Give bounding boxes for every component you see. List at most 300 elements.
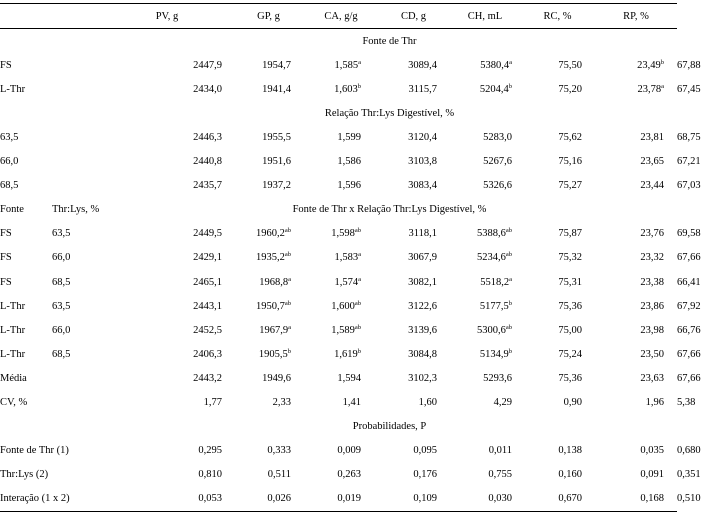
row-label: FS — [0, 228, 12, 240]
table-cell — [102, 463, 232, 487]
cell-value: 2440,8 — [193, 156, 223, 168]
cell-value: 0,510 — [677, 493, 701, 505]
row-sublabel: 66,0 — [52, 324, 71, 336]
table-cell — [450, 270, 520, 294]
row-label: L-Thr — [0, 300, 26, 312]
cell-value: 3083,4 — [408, 180, 438, 192]
cell-value: 1950,7 — [256, 300, 285, 312]
table-row — [0, 294, 677, 318]
cell-value: 23,78 — [637, 83, 662, 95]
table-row — [0, 77, 677, 101]
table-cell — [232, 222, 305, 246]
cell-value: 1,594 — [337, 372, 362, 384]
cell-value: 0,295 — [198, 445, 223, 457]
cell-value: 5380,4 — [480, 59, 510, 71]
cell-value: 0,019 — [337, 493, 362, 505]
table-row — [0, 150, 677, 174]
cell-value: 75,62 — [558, 132, 583, 144]
column-header-row — [0, 4, 677, 29]
section-row — [0, 415, 677, 439]
significance-letter: b — [508, 347, 513, 355]
cell-value: 0,263 — [337, 469, 362, 481]
header-rp: RP, % — [595, 4, 677, 29]
cell-value: 3118,1 — [408, 228, 438, 240]
significance-letter: ab — [354, 323, 362, 331]
cell-value: 67,21 — [677, 156, 701, 168]
table-cell — [520, 318, 595, 342]
table-cell — [102, 77, 232, 101]
cell-value: 1,583 — [334, 252, 359, 264]
row-label: 66,0 — [0, 156, 19, 168]
table-cell — [595, 174, 677, 198]
cell-value: 0,026 — [267, 493, 292, 505]
cell-value: 1968,8 — [259, 276, 289, 288]
table-row — [0, 439, 677, 463]
cell-value: 0,333 — [267, 445, 292, 457]
cell-blank — [52, 29, 102, 54]
table-cell — [232, 246, 305, 270]
table-cell — [232, 391, 305, 415]
cell-value: 3102,3 — [408, 372, 438, 384]
cell-value: 67,66 — [677, 348, 701, 360]
section-title: Fonte de Thr — [362, 35, 417, 47]
cell-value: 4,29 — [493, 397, 513, 409]
cell-value: 23,44 — [640, 180, 665, 192]
row-label: L-Thr — [0, 83, 26, 95]
table-cell — [520, 174, 595, 198]
cell-value: 68,75 — [677, 132, 701, 144]
table-cell — [377, 222, 450, 246]
cell-value: 67,92 — [677, 300, 701, 312]
table-cell — [377, 391, 450, 415]
table-cell — [520, 487, 595, 512]
cell-value: 75,20 — [558, 83, 583, 95]
table-row — [0, 391, 677, 415]
cell-value: 0,091 — [640, 469, 665, 481]
table-cell — [520, 222, 595, 246]
table-cell — [232, 174, 305, 198]
table-cell — [232, 125, 305, 149]
cell-value: 5204,4 — [479, 83, 509, 95]
cell-value: 75,87 — [558, 228, 583, 240]
table-cell — [595, 342, 677, 366]
cell-value: 75,36 — [558, 300, 583, 312]
results-table — [0, 3, 701, 512]
table-row — [0, 342, 677, 366]
cell-value: 3067,9 — [408, 252, 438, 264]
section-title: Probabilidades, P — [352, 421, 427, 433]
cell-blank — [0, 415, 52, 439]
table-cell — [520, 246, 595, 270]
table-cell — [102, 342, 232, 366]
cell-value: 1967,9 — [259, 324, 289, 336]
cell-value: 2443,2 — [193, 372, 223, 384]
cell-value: 1,589 — [331, 324, 355, 336]
header-ca: CA, g/g — [305, 4, 377, 29]
table-cell — [232, 150, 305, 174]
row-label: 63,5 — [0, 132, 19, 144]
table-cell — [102, 391, 232, 415]
table-cell — [450, 150, 520, 174]
cell-value: 5300,6 — [477, 324, 506, 336]
table-cell — [595, 318, 677, 342]
significance-letter: a — [358, 58, 362, 66]
table-row — [0, 366, 677, 390]
table-cell — [520, 294, 595, 318]
significance-letter: a — [288, 275, 292, 283]
table-cell — [305, 342, 377, 366]
cell-value: 75,31 — [558, 276, 583, 288]
table-cell — [305, 246, 377, 270]
cell-value: 2446,3 — [193, 132, 223, 144]
cell-value: 2435,7 — [193, 180, 223, 192]
significance-letter: b — [508, 299, 513, 307]
row-label: FS — [0, 276, 12, 288]
table-cell — [595, 439, 677, 463]
table-cell — [377, 77, 450, 101]
table-cell — [595, 487, 677, 512]
row-label: Média — [0, 372, 27, 384]
cell-value: 0,680 — [677, 445, 701, 457]
significance-letter: a — [509, 58, 513, 66]
table-cell — [305, 439, 377, 463]
table-cell — [232, 366, 305, 390]
cell-value: 0,109 — [413, 493, 438, 505]
cell-blank — [0, 101, 52, 125]
table-cell — [377, 246, 450, 270]
cell-value: 1,574 — [334, 276, 359, 288]
table-cell — [595, 366, 677, 390]
cell-value: 2,33 — [272, 397, 292, 409]
header-rc: RC, % — [520, 4, 595, 29]
significance-letter: a — [509, 275, 513, 283]
cell-value: 67,66 — [677, 252, 701, 264]
table-cell — [595, 463, 677, 487]
cell-value: 1935,2 — [256, 252, 285, 264]
table-body — [0, 29, 701, 512]
row-label: Fonte de Thr (1) — [0, 445, 69, 457]
table-cell — [305, 53, 377, 77]
significance-letter: ab — [354, 299, 362, 307]
row-label: L-Thr — [0, 324, 26, 336]
section-title: Relação Thr:Lys Digestível, % — [324, 107, 455, 119]
table-cell — [305, 150, 377, 174]
significance-letter: b — [287, 347, 292, 355]
section-title: Fonte de Thr x Relação Thr:Lys Digestível, % — [292, 204, 487, 216]
table-cell — [595, 53, 677, 77]
cell-value: 1955,5 — [262, 132, 292, 144]
table-cell — [377, 366, 450, 390]
table-cell — [520, 53, 595, 77]
cell-blank — [52, 415, 102, 439]
header-blank — [0, 4, 52, 29]
significance-letter: b — [357, 347, 362, 355]
table-cell — [232, 294, 305, 318]
cell-value: 1,598 — [331, 228, 355, 240]
cell-value: 66,41 — [677, 276, 701, 288]
significance-letter: a — [661, 82, 665, 90]
table-cell — [305, 463, 377, 487]
row-sublabel: 66,0 — [52, 252, 71, 264]
cell-value: 75,00 — [558, 324, 583, 336]
cell-value: 1,60 — [418, 397, 438, 409]
cell-value: 5177,5 — [479, 300, 509, 312]
cell-value: 0,168 — [640, 493, 665, 505]
cell-value: 5518,2 — [480, 276, 510, 288]
cell-value: 1,603 — [334, 83, 358, 95]
table-cell — [450, 366, 520, 390]
cell-value: 23,98 — [640, 324, 665, 336]
significance-letter: ab — [505, 323, 513, 331]
table-cell — [450, 487, 520, 512]
cell-value: 75,16 — [558, 156, 583, 168]
cell-value: 23,63 — [640, 372, 665, 384]
table-row — [0, 270, 677, 294]
significance-letter: a — [358, 275, 362, 283]
cell-value: 1951,6 — [262, 156, 292, 168]
table-cell — [520, 439, 595, 463]
table-row — [0, 318, 677, 342]
cell-value: 0,511 — [267, 469, 292, 481]
table-cell — [450, 342, 520, 366]
significance-letter: ab — [284, 299, 292, 307]
table-cell — [595, 222, 677, 246]
cell-value: 2406,3 — [193, 348, 223, 360]
row-label: Interação (1 x 2) — [0, 487, 102, 512]
table-cell — [377, 53, 450, 77]
table-cell — [595, 246, 677, 270]
cell-value: 3089,4 — [408, 59, 438, 71]
cell-value: 1954,7 — [262, 59, 292, 71]
cell-value: 5283,0 — [483, 132, 513, 144]
table-cell — [305, 270, 377, 294]
row-label: 68,5 — [0, 180, 19, 192]
section-row — [0, 29, 677, 54]
table-cell — [232, 439, 305, 463]
cell-value: 23,81 — [640, 132, 665, 144]
cell-value: 1,77 — [203, 397, 223, 409]
section-row — [0, 101, 677, 125]
cell-value: 0,351 — [677, 469, 701, 481]
cell-value: 0,138 — [558, 445, 583, 457]
table-cell — [520, 463, 595, 487]
cell-value: 3103,8 — [408, 156, 438, 168]
cell-value: 75,50 — [558, 59, 583, 71]
cell-value: 67,45 — [677, 83, 701, 95]
table-cell — [232, 270, 305, 294]
cell-value: 5134,9 — [479, 348, 509, 360]
table-cell — [377, 318, 450, 342]
significance-letter: ab — [284, 227, 292, 235]
table-cell — [102, 125, 232, 149]
table-cell — [377, 487, 450, 512]
table-cell — [102, 222, 232, 246]
header-gp: GP, g — [232, 4, 305, 29]
cell-value: 23,49 — [637, 59, 661, 71]
significance-letter: a — [288, 323, 292, 331]
cell-value: 1,586 — [337, 156, 362, 168]
table-cell — [305, 294, 377, 318]
subheader-label-source: Fonte — [0, 204, 24, 216]
row-label: FS — [0, 252, 12, 264]
cell-value: 66,76 — [677, 324, 701, 336]
cell-value: 5326,6 — [483, 180, 513, 192]
cell-value: 23,76 — [640, 228, 665, 240]
cell-value: 2434,0 — [193, 83, 223, 95]
cell-value: 1,600 — [331, 300, 355, 312]
table-cell — [377, 439, 450, 463]
cell-value: 1,96 — [645, 397, 665, 409]
cell-value: 0,030 — [488, 493, 513, 505]
table-cell — [232, 463, 305, 487]
header-blank — [52, 4, 102, 29]
cell-value: 5234,6 — [477, 252, 506, 264]
cell-value: 75,32 — [558, 252, 583, 264]
table-cell — [595, 294, 677, 318]
cell-value: 67,03 — [677, 180, 701, 192]
cell-value: 0,053 — [198, 493, 223, 505]
cell-value: 0,160 — [558, 469, 583, 481]
table-cell — [102, 53, 232, 77]
cell-value: 1,596 — [337, 180, 362, 192]
row-sublabel: 68,5 — [52, 348, 71, 360]
cell-value: 2447,9 — [193, 59, 223, 71]
table-row — [0, 222, 677, 246]
table-cell — [377, 342, 450, 366]
row-label: FS — [0, 59, 12, 71]
cell-value: 2465,1 — [193, 276, 223, 288]
row-label: Thr:Lys (2) — [0, 469, 49, 481]
significance-letter: b — [660, 58, 665, 66]
table-cell — [102, 150, 232, 174]
cell-value: 23,86 — [640, 300, 665, 312]
cell-value: 5293,6 — [483, 372, 513, 384]
table-cell — [450, 294, 520, 318]
table-cell — [102, 366, 232, 390]
table-cell — [450, 77, 520, 101]
table-cell — [232, 342, 305, 366]
table-row — [0, 125, 677, 149]
header-ch: CH, mL — [450, 4, 520, 29]
cell-value: 0,095 — [413, 445, 438, 457]
significance-letter: b — [508, 82, 513, 90]
table-cell — [595, 391, 677, 415]
cell-value: 0,176 — [413, 469, 438, 481]
cell-value: 0,755 — [488, 469, 513, 481]
cell-value: 1,41 — [342, 397, 362, 409]
table-cell — [450, 463, 520, 487]
cell-value: 23,65 — [640, 156, 665, 168]
table-cell — [377, 174, 450, 198]
table-cell — [520, 125, 595, 149]
table-cell — [305, 174, 377, 198]
table-cell — [305, 366, 377, 390]
table-cell — [520, 77, 595, 101]
table-cell — [520, 342, 595, 366]
table-cell — [450, 439, 520, 463]
table-cell — [102, 487, 232, 512]
table-cell — [102, 174, 232, 198]
header-cd: CD, g — [377, 4, 450, 29]
cell-blank — [52, 101, 102, 125]
cell-value: 1949,6 — [262, 372, 292, 384]
table-cell — [377, 150, 450, 174]
cell-value: 23,50 — [640, 348, 665, 360]
header-pv: PV, g — [102, 4, 232, 29]
cell-value: 75,24 — [558, 348, 583, 360]
cell-value: 0,670 — [558, 493, 583, 505]
row-sublabel: 63,5 — [52, 228, 71, 240]
cell-value: 2449,5 — [193, 228, 223, 240]
table-cell — [595, 125, 677, 149]
cell-value: 2452,5 — [193, 324, 223, 336]
cell-value: 23,38 — [640, 276, 665, 288]
cell-value: 5,38 — [677, 397, 696, 409]
table-row — [0, 53, 677, 77]
table-cell — [102, 246, 232, 270]
table-cell — [450, 318, 520, 342]
cell-value: 0,009 — [337, 445, 362, 457]
table-row — [0, 174, 677, 198]
cell-value: 3084,8 — [408, 348, 438, 360]
cell-value: 1,619 — [334, 348, 358, 360]
cell-value: 3115,7 — [408, 83, 438, 95]
table-cell — [305, 487, 377, 512]
cell-value: 1960,2 — [256, 228, 285, 240]
table-cell — [520, 366, 595, 390]
cell-value: 2443,1 — [193, 300, 223, 312]
table-row — [0, 463, 677, 487]
cell-blank — [0, 29, 52, 54]
cell-value: 23,32 — [640, 252, 665, 264]
table-cell — [102, 318, 232, 342]
table-cell — [595, 150, 677, 174]
table-cell — [520, 391, 595, 415]
table-cell — [450, 222, 520, 246]
cell-value: 3082,1 — [408, 276, 438, 288]
cell-value: 1941,4 — [262, 83, 292, 95]
cell-value: 5388,6 — [477, 228, 506, 240]
table-cell — [305, 222, 377, 246]
cell-value: 1,599 — [337, 132, 362, 144]
significance-letter: ab — [505, 251, 513, 259]
cell-value: 67,66 — [677, 372, 701, 384]
cell-value: 75,27 — [558, 180, 583, 192]
cell-value: 1905,5 — [258, 348, 288, 360]
table-cell — [305, 77, 377, 101]
cell-value: 67,88 — [677, 59, 701, 71]
table-cell — [377, 270, 450, 294]
table-row — [0, 246, 677, 270]
subheader-row — [0, 198, 677, 222]
significance-letter: ab — [505, 227, 513, 235]
significance-letter: a — [358, 251, 362, 259]
table-cell — [450, 174, 520, 198]
cell-value: 69,58 — [677, 228, 701, 240]
cell-value: 0,011 — [488, 445, 513, 457]
significance-letter: b — [357, 82, 362, 90]
table-cell — [102, 294, 232, 318]
table-cell — [377, 125, 450, 149]
cell-value: 2429,1 — [193, 252, 223, 264]
cell-value: 5267,6 — [483, 156, 513, 168]
subheader-label-ratio: Thr:Lys, % — [52, 204, 100, 216]
table-cell — [305, 318, 377, 342]
table-cell — [377, 294, 450, 318]
table-cell — [102, 270, 232, 294]
cell-value: 3139,6 — [408, 324, 438, 336]
cell-value: 1,585 — [334, 59, 359, 71]
